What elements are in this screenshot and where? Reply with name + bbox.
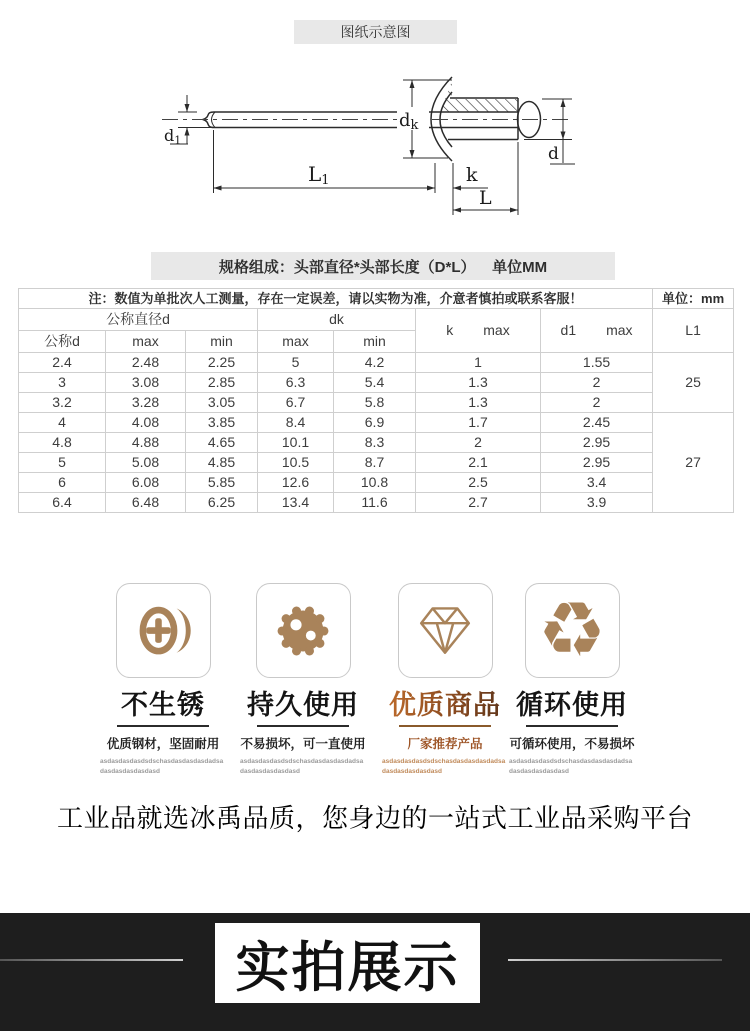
table-row: [19, 373, 734, 393]
subheader-dk-min: min: [334, 331, 416, 353]
title-underline: [257, 725, 349, 727]
feature-title: 持久使用: [247, 690, 359, 720]
recycle-icon: ♻: [537, 587, 607, 673]
feature-fine-print: asdasdasdasdsdschasdasdasdasdadsadasdasdasdasdasd: [509, 758, 633, 775]
dimension-L: [453, 142, 518, 215]
table-cell: 4.2: [334, 353, 416, 373]
table-cell: 4.08: [106, 413, 186, 433]
table-cell: 10.8: [334, 473, 416, 493]
table-cell: 6.7: [258, 393, 334, 413]
header-dk: dk: [258, 309, 416, 331]
table-cell: 6.25: [186, 493, 258, 513]
table-cell: 4.88: [106, 433, 186, 453]
table-cell: 2.48: [106, 353, 186, 373]
subheader-min: min: [186, 331, 258, 353]
dimension-L1: [214, 130, 436, 193]
table-cell: 1.3: [416, 373, 541, 393]
table-cell: 8.4: [258, 413, 334, 433]
table-cell: 3.08: [106, 373, 186, 393]
subheader-nominal-d: 公称d: [19, 331, 106, 353]
table-row: [19, 413, 734, 433]
table-cell-L1: 25: [653, 353, 734, 413]
section-hatching: [452, 99, 518, 112]
feature-title: 循环使用: [516, 690, 628, 720]
table-cell: 1.3: [416, 393, 541, 413]
header-k-max: k max: [416, 309, 541, 353]
spec-table-head: [19, 289, 734, 353]
brand-slogan: 工业品就选冰禹品质，您身边的一站式工业品采购平台: [56, 804, 693, 834]
table-row: [19, 473, 734, 493]
table-cell: 2.95: [541, 453, 653, 473]
table-cell: 10.1: [258, 433, 334, 453]
banner-title: 实拍展示: [235, 937, 460, 998]
icon-box: [256, 583, 351, 678]
banner-title-box: [215, 923, 480, 1003]
feature-subtitle: 不易损坏，可一直使用: [240, 737, 366, 751]
table-cell: 4: [19, 413, 106, 433]
table-cell: 8.3: [334, 433, 416, 453]
feature-card-durable: [228, 583, 378, 777]
table-cell: 5.08: [106, 453, 186, 473]
banner-left-line: [0, 959, 183, 961]
icon-box: [398, 583, 493, 678]
table-cell: 6: [19, 473, 106, 493]
label-dk: dk: [399, 110, 419, 133]
table-note-row: [19, 289, 734, 309]
table-cell: 8.7: [334, 453, 416, 473]
table-cell: 2.45: [541, 413, 653, 433]
table-cell: 3.2: [19, 393, 106, 413]
label-L: L: [479, 187, 492, 209]
feature-title: 不生锈: [121, 690, 205, 720]
table-cell: 11.6: [334, 493, 416, 513]
table-header-group-row: [19, 309, 734, 331]
title-underline: [399, 725, 491, 727]
icon-box: [525, 583, 620, 678]
table-cell: 4.65: [186, 433, 258, 453]
table-cell: 2.25: [186, 353, 258, 373]
drawing-title-chip: 图纸示意图: [294, 20, 457, 44]
table-cell: 2.4: [19, 353, 106, 373]
table-cell: 1.55: [541, 353, 653, 373]
table-row: [19, 433, 734, 453]
table-cell: 10.5: [258, 453, 334, 473]
banner-right-line: [508, 959, 722, 961]
rivet-body-drawing: [162, 77, 572, 161]
table-cell: 6.48: [106, 493, 186, 513]
header-nominal-diameter: 公称直径d: [19, 309, 258, 331]
table-cell: 2: [541, 373, 653, 393]
table-cell: 13.4: [258, 493, 334, 513]
table-cell: 3.9: [541, 493, 653, 513]
table-cell: 5: [19, 453, 106, 473]
title-underline: [526, 725, 618, 727]
feature-fine-print: asdasdasdasdsdschasdasdasdasdadsadasdasdasdasdasd: [382, 758, 506, 775]
table-row: [19, 453, 734, 473]
table-cell: 3.4: [541, 473, 653, 493]
table-cell: 6.4: [19, 493, 106, 513]
table-row: [19, 393, 734, 413]
table-cell: 2.1: [416, 453, 541, 473]
dimension-d1: [164, 95, 217, 147]
spec-table-body: [19, 353, 734, 513]
title-underline: [117, 725, 209, 727]
table-cell: 6.9: [334, 413, 416, 433]
table-cell: 5.85: [186, 473, 258, 493]
label-k: k: [466, 164, 478, 186]
table-cell: 12.6: [258, 473, 334, 493]
real-shot-banner: [0, 913, 750, 1031]
table-unit: 单位：mm: [653, 289, 734, 309]
table-cell: 2.85: [186, 373, 258, 393]
table-cell: 1: [416, 353, 541, 373]
dimension-d: [524, 99, 575, 164]
feature-subtitle: 优质钢材，坚固耐用: [106, 737, 220, 751]
table-cell: 3.05: [186, 393, 258, 413]
feature-fine-print: asdasdasdasdsdschasdasdasdasdadsadasdasdasdasdasd: [100, 758, 224, 775]
table-cell: 4.85: [186, 453, 258, 473]
feature-title: 优质商品: [370, 690, 520, 720]
table-cell: 2.95: [541, 433, 653, 453]
table-cell: 1.7: [416, 413, 541, 433]
table-cell: 2.5: [416, 473, 541, 493]
table-cell: 2.7: [416, 493, 541, 513]
gear-icon: [264, 592, 342, 670]
feature-card-rustproof: [88, 583, 238, 777]
table-cell: 5.8: [334, 393, 416, 413]
feature-subtitle: 厂家推荐产品: [407, 737, 483, 751]
feature-card-recyclable: [497, 583, 647, 777]
header-d1-max: d1 max: [541, 309, 653, 353]
table-row: [19, 493, 734, 513]
feature-subtitle: 可循环使用，不易损坏: [509, 737, 635, 751]
label-L1: L1: [308, 162, 330, 188]
table-cell: 2: [541, 393, 653, 413]
feature-fine-print: asdasdasdasdsdschasdasdasdasdadsadasdasdasdasdasd: [240, 758, 364, 775]
header-L1: L1: [653, 309, 734, 353]
table-cell-L1: 27: [653, 413, 734, 513]
table-cell: 5: [258, 353, 334, 373]
spec-table: [18, 288, 734, 513]
spec-composition-bar: 规格组成：头部直径*头部长度（D*L） 单位MM: [151, 252, 615, 280]
table-cell: 3: [19, 373, 106, 393]
diamond-icon: [406, 592, 484, 670]
table-cell: 5.4: [334, 373, 416, 393]
table-note: 注：数值为单批次人工测量，存在一定误差，请以实物为准，介意者慎拍或联系客服！: [19, 289, 653, 309]
table-cell: 6.08: [106, 473, 186, 493]
label-d: d: [548, 144, 559, 164]
label-d1: d1: [164, 126, 182, 147]
rivet-head-icon: [124, 592, 202, 670]
subheader-max: max: [106, 331, 186, 353]
table-cell: 4.8: [19, 433, 106, 453]
table-cell: 6.3: [258, 373, 334, 393]
table-cell: 3.85: [186, 413, 258, 433]
table-cell: 2: [416, 433, 541, 453]
table-row: [19, 353, 734, 373]
subheader-dk-max: max: [258, 331, 334, 353]
table-cell: 3.28: [106, 393, 186, 413]
icon-box: [116, 583, 211, 678]
